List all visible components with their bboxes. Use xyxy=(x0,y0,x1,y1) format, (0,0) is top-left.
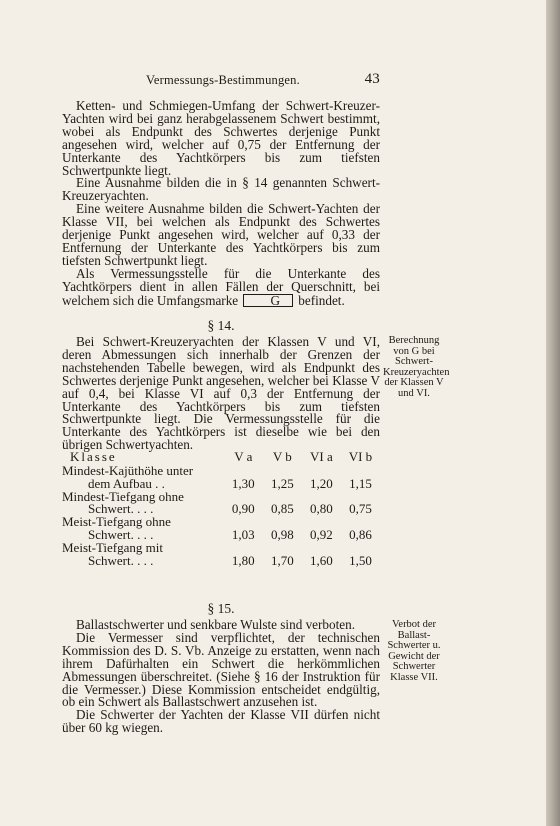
table-header-cell: V a xyxy=(234,449,253,464)
table-cell: 1,60 xyxy=(310,552,333,568)
table-cell: 1,25 xyxy=(270,475,294,491)
paragraph xyxy=(62,265,380,308)
table-cell: 0,98 xyxy=(270,526,294,542)
boxed-mark-g: G xyxy=(243,294,293,307)
page-number: 43 xyxy=(364,71,380,87)
paragraph: Ballastschwerter und senkbare Wulste sind verboten. xyxy=(76,617,356,632)
table-row xyxy=(62,555,380,568)
paragraph: Bei Schwert-Kreuzeryachten der Klassen V und VI, deren Abmessungen sich innerhalb der Grenzen der nachstehenden Tabelle bewegen, wird als Endpunkt des Schwertes derjenige Punkt angesehen, welcher bei Klasse V auf 0,4, bei Klasse VI auf 0,3 der Entfernung der Unterkante des Yachtkörpers bis zum tiefsten Schwertpunkte liegt. Die Vermessungsstelle für die Unterkante des Yachtkörpers ist dieselbe wie bei den übrigen Schwertyachten. xyxy=(62,334,380,453)
page-edge-shadow xyxy=(546,0,560,826)
margin-note-14: Berechnung von G bei Schwert-Kreuzeryachten der Klassen V und VI. xyxy=(383,335,450,399)
row-label: Mindest-Tiefgang ohne xyxy=(62,488,184,504)
table-cell: 0,86 xyxy=(349,526,372,542)
margin-note-15: Verbot der Ballast-Schwerter u. Gewicht der Schwerter Klasse VII. xyxy=(387,619,441,683)
paragraph: Die Schwerter der Yachten der Klasse VII dürfen nicht über 60 kg wiegen. xyxy=(62,707,380,736)
paragraph-text: Als Vermessungsstelle für die Unterkante des Yachtkörpers dient in allen Fällen der Querschnitt, bei welchem sich die Umfangsmarke xyxy=(62,265,380,308)
paragraph: Die Vermesser sind verpflichtet, der technischen Kommission des D. S. Vb. Anzeige zu erstatten, wenn nach ihrem Dafürhalten ein Schwert die herkömmlichen Abmessungen überschreitet. (Siehe § 16 der Instruktion für die Vermesser.) Diese Kommission entscheidet endgültig, ob ein Schwert als Ballastschwert anzusehen ist. xyxy=(62,629,380,710)
section-heading-15: § 15. xyxy=(207,601,235,616)
intro-text-block xyxy=(62,100,380,308)
table-cell: 0,92 xyxy=(310,526,333,542)
table-cell: 1,20 xyxy=(310,475,333,491)
table-cell: 0,85 xyxy=(270,501,294,517)
dimensions-table xyxy=(62,449,380,567)
table-cell: 1,70 xyxy=(270,552,294,568)
section-14-text xyxy=(62,336,380,452)
row-label: Meist-Tiefgang ohne xyxy=(62,514,171,530)
row-label: Meist-Tiefgang mit xyxy=(62,539,163,555)
table-cell: 1,50 xyxy=(349,552,372,568)
row-label: Schwert. . . . xyxy=(88,552,154,568)
paragraph-text: befindet. xyxy=(298,292,345,308)
table-cell: 0,90 xyxy=(231,501,255,517)
table-cell: 0,75 xyxy=(349,501,372,517)
row-label: dem Aufbau . . xyxy=(88,475,165,491)
row-label: Schwert. . . . xyxy=(88,501,154,517)
table-cell: 1,80 xyxy=(231,552,255,568)
paragraph: Eine weitere Ausnahme bilden die Schwert-Yachten der Klasse VII, bei welchen als Endpunkt des Schwertes derjenige Punkt angesehen wird, welcher auf 0,33 der Entfernung der Unterkante des Yachtkörpers bis zum tiefsten Schwertpunkt liegt. xyxy=(62,201,380,268)
row-label: Mindest-Kajüthöhe unter xyxy=(62,463,194,478)
table-header-cell: VI a xyxy=(310,449,333,464)
paragraph: Ketten- und Schmiegen-Umfang der Schwert-Kreuzer-Yachten wird bei ganz herabgelassenem Schwert bestimmt, wobei als Endpunkt des Schwertes derjenige Punkt angesehen wird, welcher auf 0,75 der Entfernung der Unterkante des Yachtkörpers bis zum tiefsten Schwertpunkte liegt. xyxy=(62,98,380,178)
table-cell: 1,30 xyxy=(231,475,255,491)
paragraph: Eine Ausnahme bilden die in § 14 genannten Schwert-Kreuzeryachten. xyxy=(62,175,380,204)
table-header-cell: V b xyxy=(272,449,292,464)
table-header-cell: Klasse xyxy=(70,449,117,464)
table-cell: 1,15 xyxy=(349,475,372,491)
table-cell: 1,03 xyxy=(231,526,255,542)
row-label: Schwert. . . . xyxy=(88,526,154,542)
section-heading-14: § 14. xyxy=(207,318,235,333)
running-title: Vermessungs-Bestimmungen. xyxy=(146,73,300,87)
section-15-text xyxy=(62,619,380,735)
table-header-cell: VI b xyxy=(348,449,373,464)
table-cell: 0,80 xyxy=(310,501,333,517)
